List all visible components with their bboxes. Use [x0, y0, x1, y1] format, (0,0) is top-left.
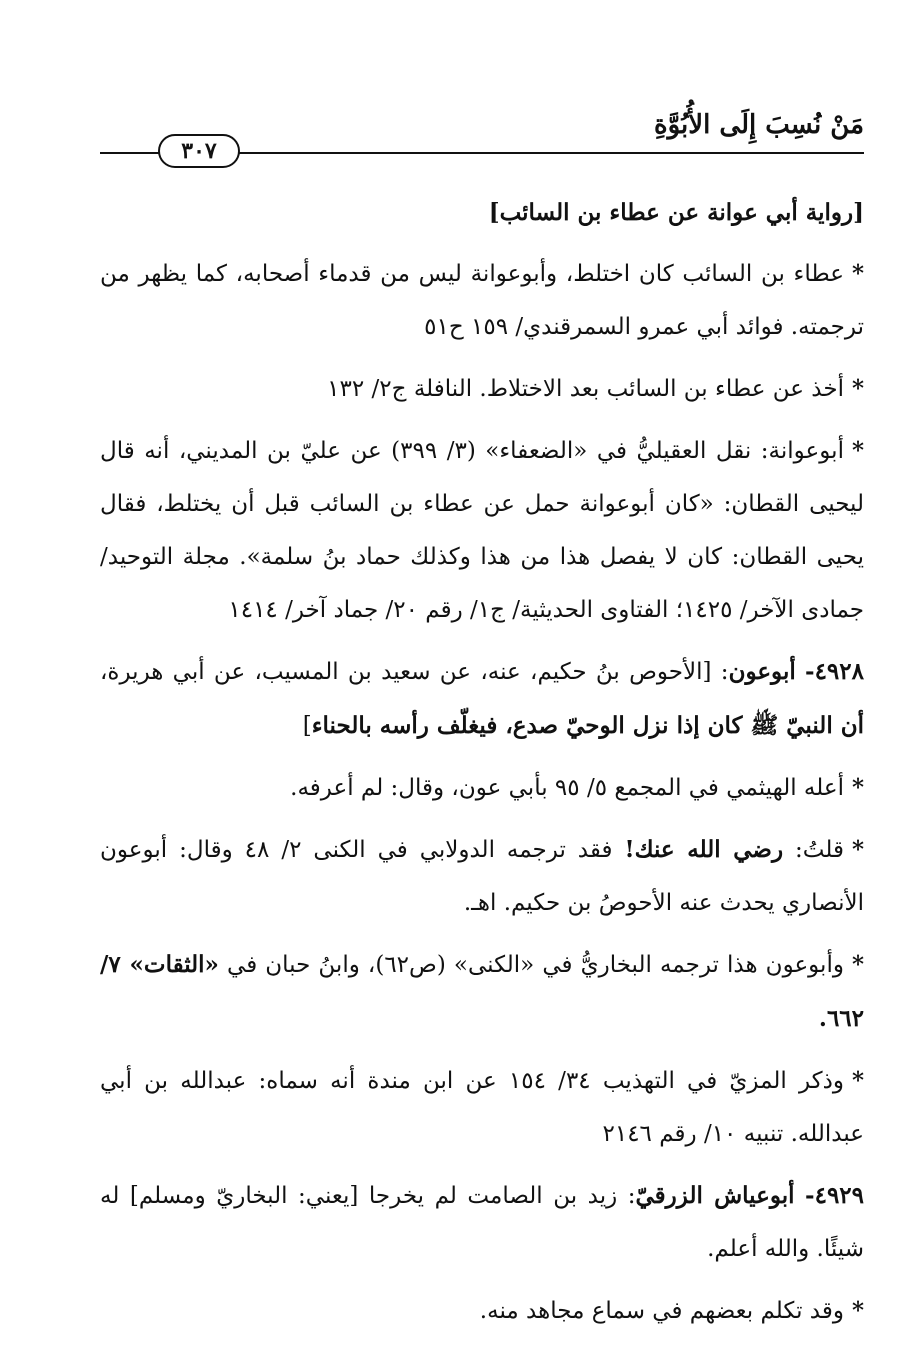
- paragraph-text: أعله الهيثمي في المجمع ٥/ ٩٥ بأبي عون، وقال: لم أعرفه.: [290, 775, 844, 801]
- entry-number: ٤٩٢٨-: [805, 658, 864, 685]
- hadith-text: أن النبيّ ﷺ كان إذا نزل الوحيّ صدع، فيغلّف رأسه بالحناء: [311, 712, 864, 739]
- paragraph-mizzi: [100, 1054, 864, 1161]
- bullet-star: *: [851, 1067, 865, 1094]
- paragraph-ata-ikhtilat: [100, 247, 864, 354]
- bullet-star: *: [851, 437, 864, 464]
- section-heading: [رواية أبي عوانة عن عطاء بن السائب]: [488, 199, 864, 226]
- paragraph-text: عطاء بن السائب كان اختلط، وأبوعوانة ليس من قدماء أصحابه، كما يظهر من ترجمته. فوائد أبي عمرو السمرقندي/ ١٥٩ ح٥١: [100, 261, 864, 340]
- entry-text: : زيد بن الصامت لم يخرجا [يعني: البخاريّ ومسلم] له شيئًا. والله أعلم.: [100, 1183, 864, 1262]
- entry-number: ٤٩٢٩-: [805, 1182, 865, 1209]
- emphasis-text: «الثقات» ٧/ ٦٦٢.: [100, 951, 864, 1032]
- paragraph-text: أخذ عن عطاء بن السائب بعد الاختلاط. النافلة ج٢/ ١٣٢: [327, 376, 844, 402]
- page-body: [100, 186, 864, 1338]
- paragraph-bukhari-kuna: [100, 938, 864, 1046]
- paragraph-mujahid: [100, 1284, 864, 1338]
- paragraph-after-ikhtilat: [100, 362, 864, 416]
- paragraph-text: وذكر المزيّ في التهذيب ٣٤/ ١٥٤ عن ابن مندة أنه سماه: عبدالله بن أبي عبدالله. تنبيه ١٠/ رقم ٢١٤٦: [100, 1068, 864, 1147]
- bullet-star: *: [851, 375, 864, 402]
- paragraph-qultu: [100, 823, 864, 930]
- page-header: [100, 104, 864, 164]
- paragraph-text: وأبوعون هذا ترجمه البخاريُّ في «الكنى» (ص٦٢)، وابنُ حبان في: [218, 952, 844, 978]
- paragraph-abu-awana: [100, 424, 864, 637]
- bullet-star: *: [851, 774, 864, 801]
- paragraph-text: وقد تكلم بعضهم في سماع مجاهد منه.: [479, 1298, 844, 1324]
- entry-name: أبوعياش الزرقيّ: [635, 1182, 795, 1209]
- paragraph-text: قلتُ:: [783, 837, 844, 863]
- entry-text: : [الأحوص بنُ حكيم، عنه، عن سعيد بن المسيب، عن أبي هريرة،: [100, 659, 729, 685]
- paragraph-text: أبوعوانة: نقل العقيليُّ في «الضعفاء» (٣/ ٣٩٩) عن عليّ بن المديني، أنه قال ليحيى القطان: «كان أبوعوانة حمل عن عطاء بن السائب قبل أن يختلط، فقال يحيى القطان: كان لا يفصل هذا من هذا وكذلك حماد بنُ سلمة». مجلة التوحيد/ جمادى الآخر/ ١٤٢٥؛ الفتاوى الحديثية/ ج١/ رقم ٢٠/ جماد آخر/ ١٤١٤: [100, 438, 864, 623]
- bullet-star: *: [851, 1297, 864, 1324]
- bullet-star: *: [851, 951, 864, 978]
- paragraph-haythami: [100, 761, 864, 815]
- entry-4929: [100, 1169, 864, 1276]
- entry-4928: [100, 645, 864, 753]
- running-title: مَنْ نُسِبَ إِلَى الأُبُوَّةِ: [654, 110, 864, 140]
- page-number: ٣٠٧: [158, 134, 240, 168]
- entry-text-end: ]: [302, 713, 312, 739]
- bullet-star: *: [851, 836, 865, 863]
- emphasis-text: رضي الله عنك!: [624, 836, 784, 863]
- entry-name: أبوعون: [728, 658, 796, 685]
- paragraph-text: فقد ترجمه الدولابي في الكنى ٢/ ٤٨ وقال: أبوعون الأنصاري يحدث عنه الأحوصُ بن حكيم. اهـ.: [100, 837, 864, 916]
- bullet-star: *: [851, 260, 864, 287]
